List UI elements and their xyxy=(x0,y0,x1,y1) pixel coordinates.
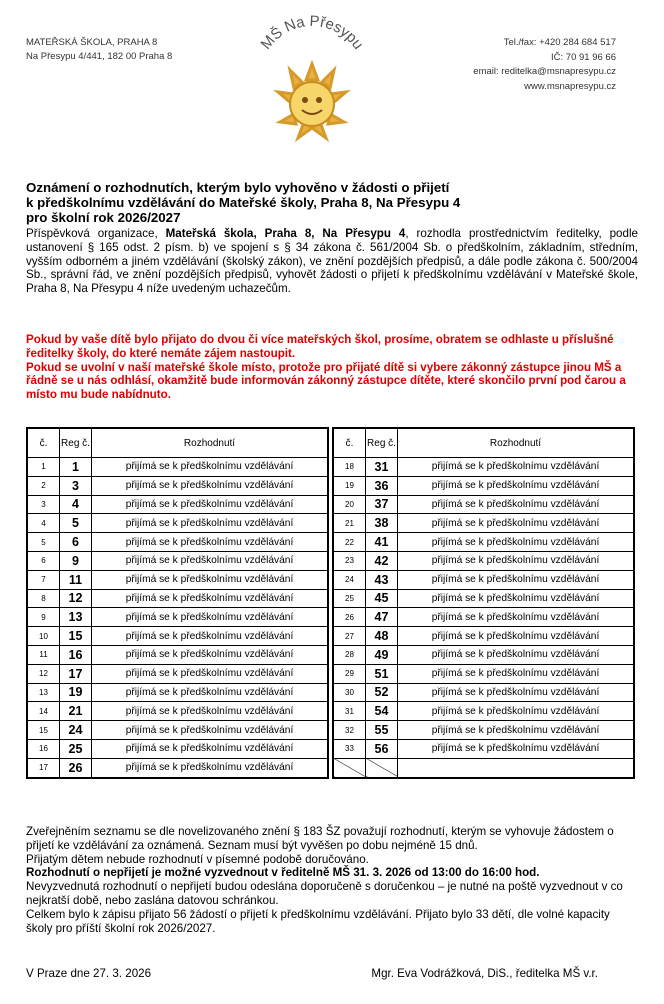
row-number: 10 xyxy=(27,627,60,646)
decision: přijímá se k předškolnímu vzdělávání xyxy=(92,476,329,495)
decision: přijímá se k předškolnímu vzdělávání xyxy=(398,627,635,646)
table-row xyxy=(27,702,328,721)
decision: přijímá se k předškolnímu vzdělávání xyxy=(92,551,329,570)
registration-number: 38 xyxy=(366,514,398,533)
row-number: 33 xyxy=(333,739,366,758)
decision: přijímá se k předškolnímu vzdělávání xyxy=(92,683,329,702)
svg-text:MŠ Na Přesypu xyxy=(257,13,366,53)
admission-tables xyxy=(26,427,637,807)
empty-cell xyxy=(398,758,635,777)
contact-block xyxy=(473,36,616,94)
registration-number: 4 xyxy=(60,495,92,514)
table-row xyxy=(333,551,634,570)
registration-number: 54 xyxy=(366,702,398,721)
place-date: V Praze dne 27. 3. 2026 xyxy=(26,967,152,980)
empty-cell xyxy=(333,758,366,777)
decision: přijímá se k předškolnímu vzdělávání xyxy=(398,739,635,758)
table-row xyxy=(333,608,634,627)
admission-table-right: č. Reg č. Rozhodnutí 18 31 přijímá se k předškolnímu vzdělávání 19 36 přijímá se k předškolnímu vzdělávání 20 37 přijímá se k předškolnímu vzdělávání 21 38 přijímá se k předškolnímu vzdělávání 22 41 přijímá se k předškolnímu vzdělávání 23 42 přijímá se k předškolnímu vzdělávání 24 43 přijímá se k předškolnímu vzdělávání 25 45 přijímá se k předškolnímu vzdělávání 26 47 přijímá se k předškolnímu vzdělávání 27 48 přijímá se k předškolnímu vzdělávání 28 49 přijímá se k předškolnímu vzdělávání 29 51 přijímá se k předškolnímu vzdělávání 30 52 přijímá se k předškolnímu vzdělávání 31 54 přijímá se k předškolnímu vzdělávání 32 55 přijímá se k předškolnímu vzdělávání 33 56 přijímá se k předškolnímu vzdělávání xyxy=(332,427,635,779)
decision: přijímá se k předškolnímu vzdělávání xyxy=(92,495,329,514)
registration-number: 24 xyxy=(60,721,92,740)
decision: přijímá se k předškolnímu vzdělávání xyxy=(92,570,329,589)
table-row xyxy=(27,683,328,702)
table-row xyxy=(333,495,634,514)
decision: přijímá se k předškolnímu vzdělávání xyxy=(92,758,329,777)
registration-number: 17 xyxy=(60,664,92,683)
empty-cell xyxy=(366,758,398,777)
table-row xyxy=(333,664,634,683)
table-row xyxy=(27,458,328,477)
row-number: 13 xyxy=(27,683,60,702)
row-number: 12 xyxy=(27,664,60,683)
row-number: 25 xyxy=(333,589,366,608)
registration-number: 16 xyxy=(60,645,92,664)
registration-number: 25 xyxy=(60,739,92,758)
row-number: 11 xyxy=(27,645,60,664)
table-row xyxy=(333,476,634,495)
decision: přijímá se k předškolnímu vzdělávání xyxy=(398,702,635,721)
warning-paragraph: Pokud by vaše dítě bylo přijato do dvou či více mateřských škol, prosíme, obratem se odhlaste u příslušné ředitelky školy, do které nemáte zájem nastoupit. Pokud se uvolní v naší mateřské škole místo, protože pro přijaté dítě si vybere zákonný zástupce jinou MŠ a řádně se u nás odhlásí, okamžitě bude informován zákonný zástupce dítěte, které skončilo první pod čarou a místo mu bude nabídnuto. xyxy=(26,333,626,402)
decision: přijímá se k předškolnímu vzdělávání xyxy=(92,739,329,758)
registration-number: 12 xyxy=(60,589,92,608)
row-number: 22 xyxy=(333,533,366,552)
registration-number: 9 xyxy=(60,551,92,570)
table-row xyxy=(27,664,328,683)
table-row xyxy=(27,476,328,495)
table-row xyxy=(27,608,328,627)
empty-row xyxy=(333,758,634,777)
website[interactable]: www.msnapresypu.cz xyxy=(524,80,616,92)
school-logo xyxy=(232,0,392,158)
registration-number: 49 xyxy=(366,645,398,664)
row-number: 27 xyxy=(333,627,366,646)
table-row xyxy=(27,627,328,646)
decision: přijímá se k předškolnímu vzdělávání xyxy=(398,533,635,552)
table-row xyxy=(333,627,634,646)
registration-number: 36 xyxy=(366,476,398,495)
decision: přijímá se k předškolnímu vzdělávání xyxy=(398,721,635,740)
row-number: 14 xyxy=(27,702,60,721)
phone: Tel./fax: +420 284 684 517 xyxy=(503,37,616,48)
registration-number: 51 xyxy=(366,664,398,683)
ico: IČ: 70 91 96 66 xyxy=(551,51,616,63)
row-number: 6 xyxy=(27,551,60,570)
admission-table-left: č. Reg č. Rozhodnutí 1 1 přijímá se k předškolnímu vzdělávání 2 3 přijímá se k předškolnímu vzdělávání 3 4 přijímá se k předškolnímu vzdělávání 4 5 přijímá se k předškolnímu vzdělávání 5 6 přijímá se k předškolnímu vzdělávání 6 9 přijímá se k předškolnímu vzdělávání 7 11 přijímá se k předškolnímu vzdělávání 8 12 přijímá se k předškolnímu vzdělávání 9 13 přijímá se k předškolnímu vzdělávání 10 15 přijímá se k předškolnímu vzdělávání 11 16 přijímá se k předškolnímu vzdělávání 12 17 přijímá se k předškolnímu vzdělávání 13 19 přijímá se k předškolnímu vzdělávání 14 21 přijímá se k předškolnímu vzdělávání 15 24 přijímá se k předškolnímu vzdělávání 16 25 přijímá se k předškolnímu vzdělávání 17 26 přijímá se k předškolnímu vzdělávání xyxy=(26,427,329,779)
row-number: 24 xyxy=(333,570,366,589)
registration-number: 45 xyxy=(366,589,398,608)
decision: přijímá se k předškolnímu vzdělávání xyxy=(398,664,635,683)
table-row xyxy=(333,645,634,664)
row-number: 30 xyxy=(333,683,366,702)
decision: přijímá se k předškolnímu vzdělávání xyxy=(398,458,635,477)
row-number: 9 xyxy=(27,608,60,627)
email[interactable]: email: reditelka@msnapresypu.cz xyxy=(473,66,616,77)
row-number: 18 xyxy=(333,458,366,477)
decision: přijímá se k předškolnímu vzdělávání xyxy=(398,495,635,514)
decision: přijímá se k předškolnímu vzdělávání xyxy=(92,514,329,533)
registration-number: 55 xyxy=(366,721,398,740)
registration-number: 48 xyxy=(366,627,398,646)
registration-number: 47 xyxy=(366,608,398,627)
row-number: 26 xyxy=(333,608,366,627)
decision: přijímá se k předškolnímu vzdělávání xyxy=(92,702,329,721)
decision: přijímá se k předškolnímu vzdělávání xyxy=(92,589,329,608)
school-address-block xyxy=(26,36,172,64)
row-number: 2 xyxy=(27,476,60,495)
school-address: Na Přesypu 4/441, 182 00 Praha 8 xyxy=(26,51,173,62)
row-number: 16 xyxy=(27,739,60,758)
decision: přijímá se k předškolnímu vzdělávání xyxy=(92,721,329,740)
registration-number: 3 xyxy=(60,476,92,495)
table-row xyxy=(333,739,634,758)
table-row xyxy=(27,570,328,589)
decision: přijímá se k předškolnímu vzdělávání xyxy=(398,683,635,702)
decision: přijímá se k předškolnímu vzdělávání xyxy=(92,645,329,664)
table-row xyxy=(333,514,634,533)
row-number: 4 xyxy=(27,514,60,533)
decision: přijímá se k předškolnímu vzdělávání xyxy=(398,589,635,608)
table-row xyxy=(27,495,328,514)
table-row xyxy=(333,570,634,589)
table-row xyxy=(27,589,328,608)
row-number: 8 xyxy=(27,589,60,608)
row-number: 32 xyxy=(333,721,366,740)
registration-number: 19 xyxy=(60,683,92,702)
decision: přijímá se k předškolnímu vzdělávání xyxy=(398,514,635,533)
intro-paragraph: Příspěvková organizace, Mateřská škola, Praha 8, Na Přesypu 4, rozhodla prostřednictvím ředitelky, podle ustanovení § 165 odst. 2 písm. b) ve spojení s § 34 zákona č. 561/2004 Sb. o předškolním, základním, středním, vyšším odborném a jiném vzdělávání (školský zákon), ve znění pozdějších předpisů, a dále podle zákona č. 500/2004 Sb., správní řád, ve znění pozdějších předpisů, vyhovět žádosti o přijetí k předškolnímu vzdělávání v Mateřské škole, Praha 8, Na Přesypu 4 níže uvedeným uchazečům. xyxy=(26,227,638,296)
registration-number: 11 xyxy=(60,570,92,589)
row-number: 17 xyxy=(27,758,60,777)
table-row xyxy=(27,758,328,777)
table-row xyxy=(27,551,328,570)
table-row xyxy=(333,533,634,552)
registration-number: 5 xyxy=(60,514,92,533)
registration-number: 52 xyxy=(366,683,398,702)
table-row xyxy=(333,721,634,740)
decision: přijímá se k předškolnímu vzdělávání xyxy=(398,551,635,570)
registration-number: 56 xyxy=(366,739,398,758)
registration-number: 31 xyxy=(366,458,398,477)
registration-number: 37 xyxy=(366,495,398,514)
table-row xyxy=(333,589,634,608)
row-number: 28 xyxy=(333,645,366,664)
row-number: 1 xyxy=(27,458,60,477)
signature: Mgr. Eva Vodrážková, DiS., ředitelka MŠ v.r. xyxy=(371,967,598,980)
row-number: 23 xyxy=(333,551,366,570)
registration-number: 1 xyxy=(60,458,92,477)
school-name: MATEŘSKÁ ŠKOLA, PRAHA 8 xyxy=(26,37,158,48)
decision: přijímá se k předškolnímu vzdělávání xyxy=(398,476,635,495)
table-row xyxy=(27,645,328,664)
registration-number: 6 xyxy=(60,533,92,552)
table-row xyxy=(27,721,328,740)
table-row xyxy=(27,533,328,552)
closing-notes: Zveřejněním seznamu se dle novelizovaného znění § 183 ŠZ považují rozhodnutí, kterým se vyhovuje žádostem o přijetí ke vzdělávání za oznámená. Seznam musí být vyvěšen po dobu nejméně 15 dnů. Přijatým dětem nebude rozhodnutí v písemné podobě doručováno. Rozhodnutí o nepřijetí je možné vyzvednout v ředitelně MŠ 31. 3. 2026 od 13:00 do 16:00 hod. Nevyzvednutá rozhodnutí o nepřijetí budou odeslána doporučeně s doručenkou – je nutné na poště vyzvednout v co nejkratší době, nebo zaslána datovou schránkou. Celkem bylo k zápisu přijato 56 žádostí o přijetí k předškolnímu vzdělávání. Přijato bylo 33 dětí, dle volné kapacity školy pro příští školní rok 2026/2027. xyxy=(26,825,623,935)
table-row xyxy=(333,458,634,477)
logo-text: MŠ Na Přesypu xyxy=(257,12,367,53)
table-row xyxy=(27,739,328,758)
decision: přijímá se k předškolnímu vzdělávání xyxy=(398,645,635,664)
decision: přijímá se k předškolnímu vzdělávání xyxy=(398,570,635,589)
row-number: 20 xyxy=(333,495,366,514)
decision: přijímá se k předškolnímu vzdělávání xyxy=(92,627,329,646)
registration-number: 21 xyxy=(60,702,92,721)
row-number: 21 xyxy=(333,514,366,533)
registration-number: 41 xyxy=(366,533,398,552)
row-number: 31 xyxy=(333,702,366,721)
row-number: 7 xyxy=(27,570,60,589)
registration-number: 42 xyxy=(366,551,398,570)
row-number: 5 xyxy=(27,533,60,552)
table-row xyxy=(333,683,634,702)
row-number: 3 xyxy=(27,495,60,514)
document-title: Oznámení o rozhodnutích, kterým bylo vyhověno v žádosti o přijetí k předškolnímu vzdělávání do Mateřské školy, Praha 8, Na Přesypu 4 pro školní rok 2026/2027 xyxy=(26,180,461,225)
decision: přijímá se k předškolnímu vzdělávání xyxy=(92,664,329,683)
table-row xyxy=(333,702,634,721)
row-number: 19 xyxy=(333,476,366,495)
decision: přijímá se k předškolnímu vzdělávání xyxy=(92,458,329,477)
decision: přijímá se k předškolnímu vzdělávání xyxy=(398,608,635,627)
registration-number: 43 xyxy=(366,570,398,589)
decision: přijímá se k předškolnímu vzdělávání xyxy=(92,533,329,552)
decision: přijímá se k předškolnímu vzdělávání xyxy=(92,608,329,627)
sun-icon xyxy=(278,64,346,138)
registration-number: 13 xyxy=(60,608,92,627)
registration-number: 26 xyxy=(60,758,92,777)
table-row xyxy=(27,514,328,533)
registration-number: 15 xyxy=(60,627,92,646)
row-number: 29 xyxy=(333,664,366,683)
row-number: 15 xyxy=(27,721,60,740)
